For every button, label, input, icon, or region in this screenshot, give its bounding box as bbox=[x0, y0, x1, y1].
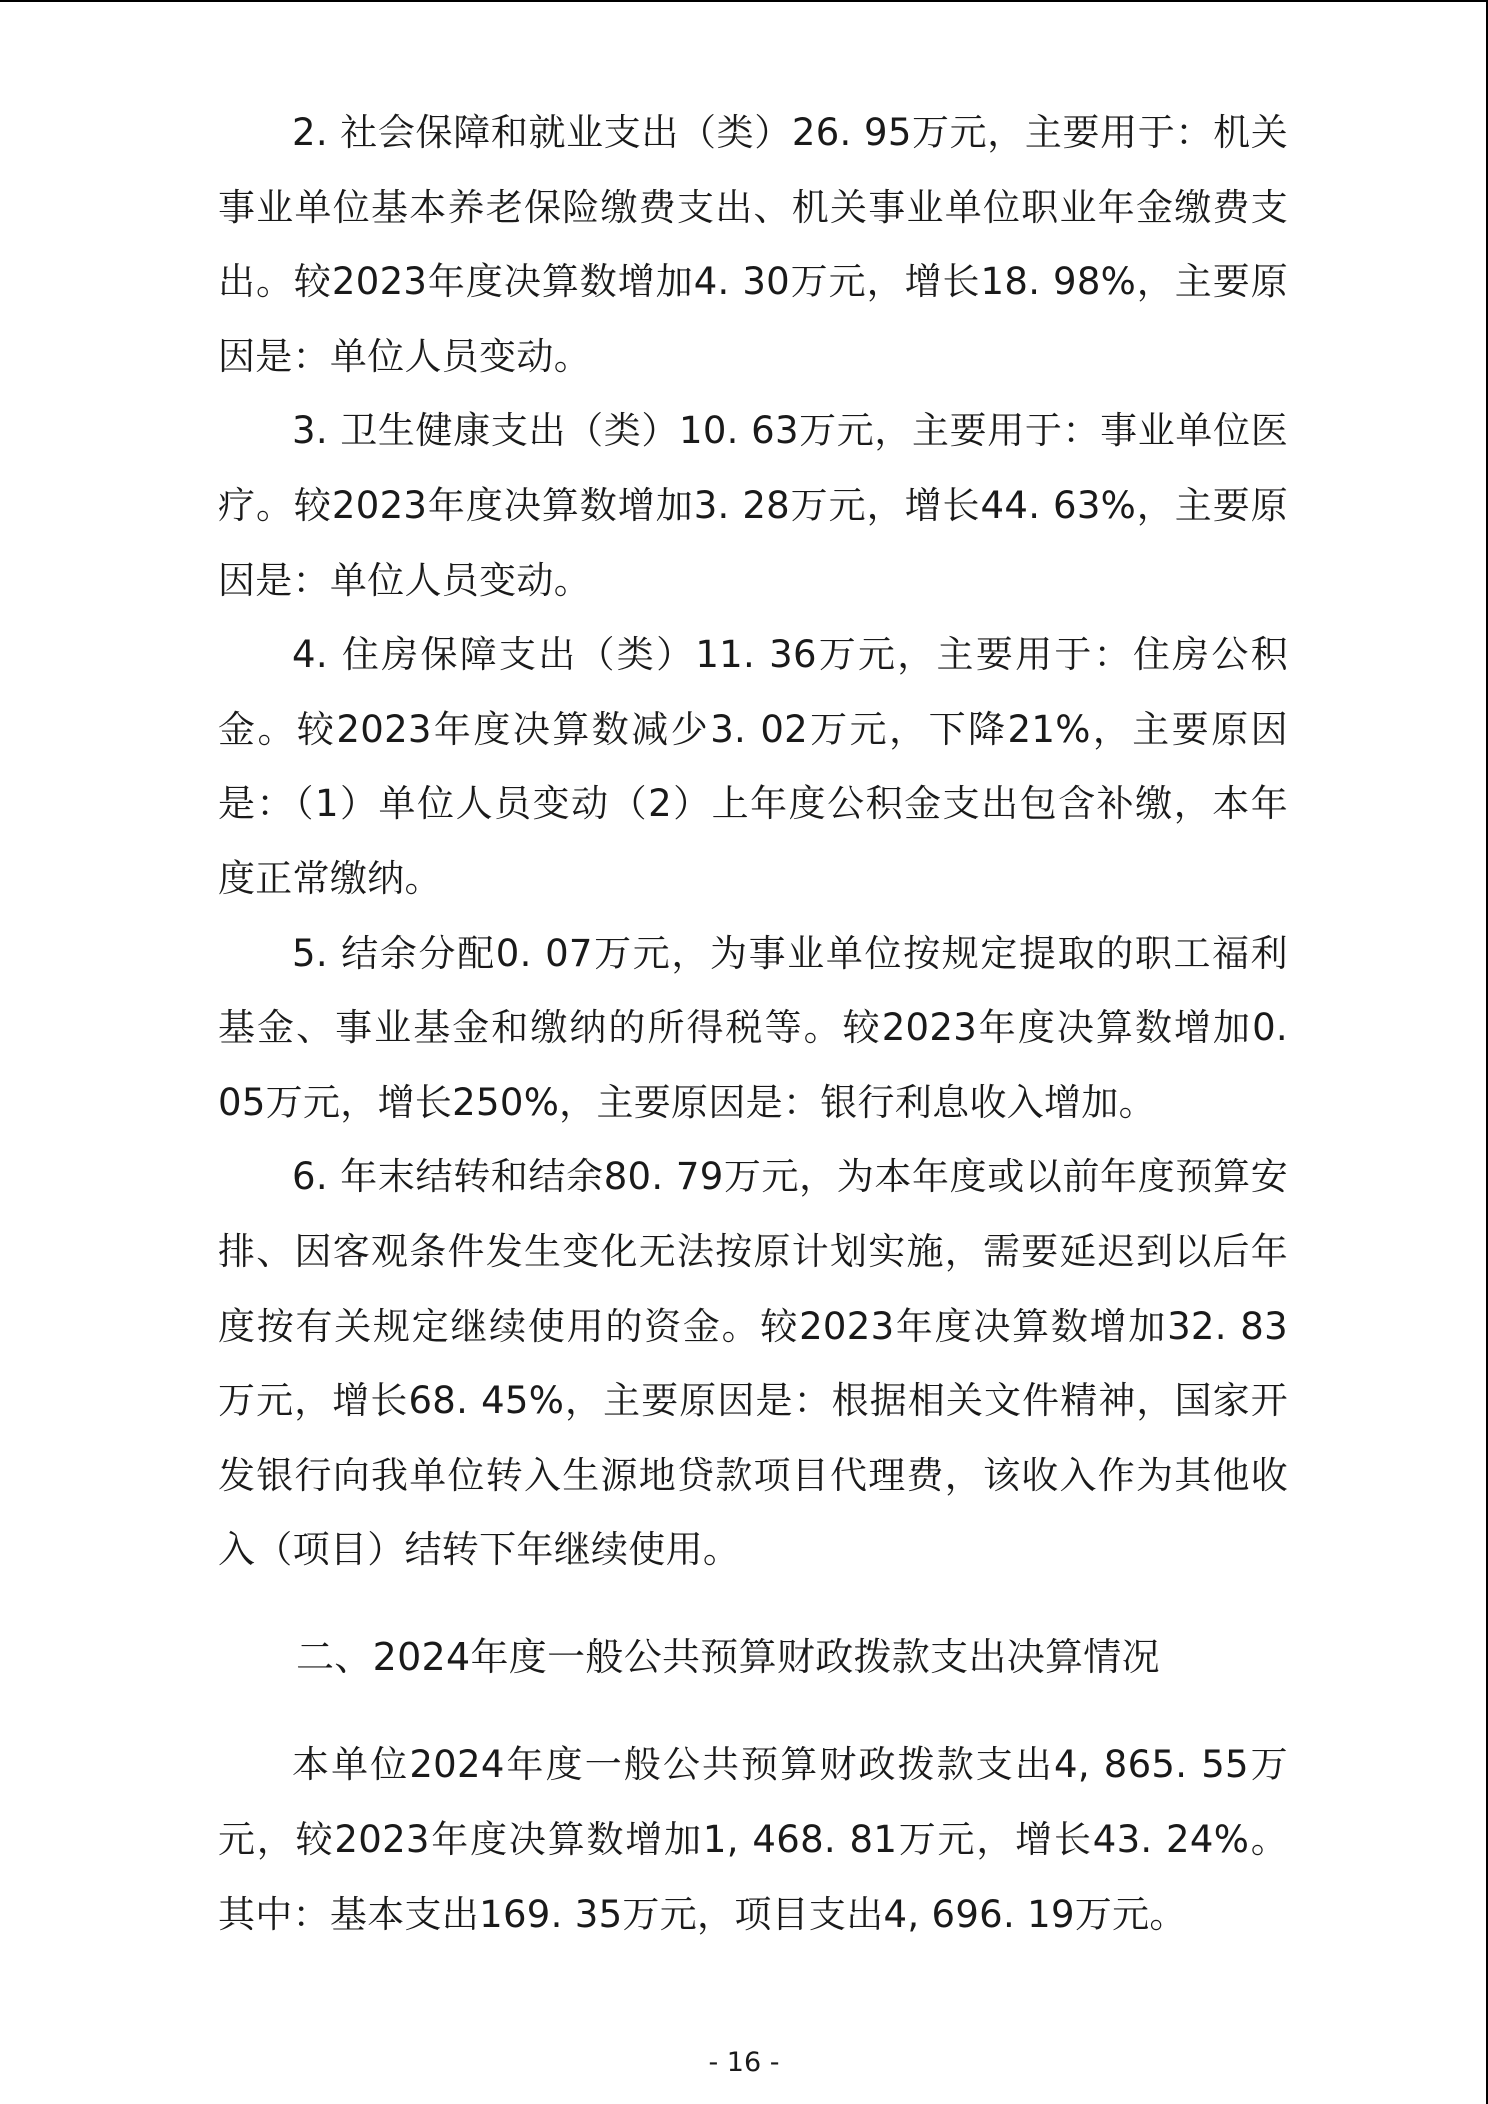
paragraph-social-security: 2. 社会保障和就业支出（类）26. 95万元，主要用于：机关事业单位基本养老保险缴费支出、机关事业单位职业年金缴费支出。较2023年度决算数增加4. 30万元，增长18. 98%，主要原因是：单位人员变动。 bbox=[218, 111, 1288, 378]
paragraph-health: 3. 卫生健康支出（类）10. 63万元，主要用于：事业单位医疗。较2023年度决算数增加3. 28万元，增长44. 63%，主要原因是：单位人员变动。 bbox=[218, 409, 1288, 602]
page-number: - 16 - bbox=[708, 2047, 780, 2078]
paragraph-housing: 4. 住房保障支出（类）11. 36万元，主要用于：住房公积金。较2023年度决算数减少3. 02万元，下降21%，主要原因是：（1）单位人员变动（2）上年度公积金支出包含补缴，本年度正常缴纳。 bbox=[218, 633, 1288, 900]
section-heading: 二、2024年度一般公共预算财政拨款支出决算情况 bbox=[296, 1634, 1160, 1679]
paragraph-year-end-carryover: 6. 年末结转和结余80. 79万元，为本年度或以前年度预算安排、因客观条件发生变化无法按原计划实施，需要延迟到以后年度按有关规定继续使用的资金。较2023年度决算数增加32. 83万元，增长68. 45%，主要原因是：根据相关文件精神，国家开发银行向我单位转入生源地贷款项目代理费，该收入作为其他收入（项目）结转下年继续使用。 bbox=[218, 1155, 1288, 1572]
document-body bbox=[218, 96, 1288, 1952]
paragraph-general-budget: 本单位2024年度一般公共预算财政拨款支出4, 865. 55万元，较2023年度决算数增加1, 468. 81万元，增长43. 24%。其中：基本支出169. 35万元，项目支出4, 696. 19万元。 bbox=[218, 1743, 1288, 1936]
paragraph-surplus-distribution: 5. 结余分配0. 07万元，为事业单位按规定提取的职工福利基金、事业基金和缴纳的所得税等。较2023年度决算数增加0. 05万元，增长250%，主要原因是：银行利息收入增加。 bbox=[218, 931, 1288, 1124]
